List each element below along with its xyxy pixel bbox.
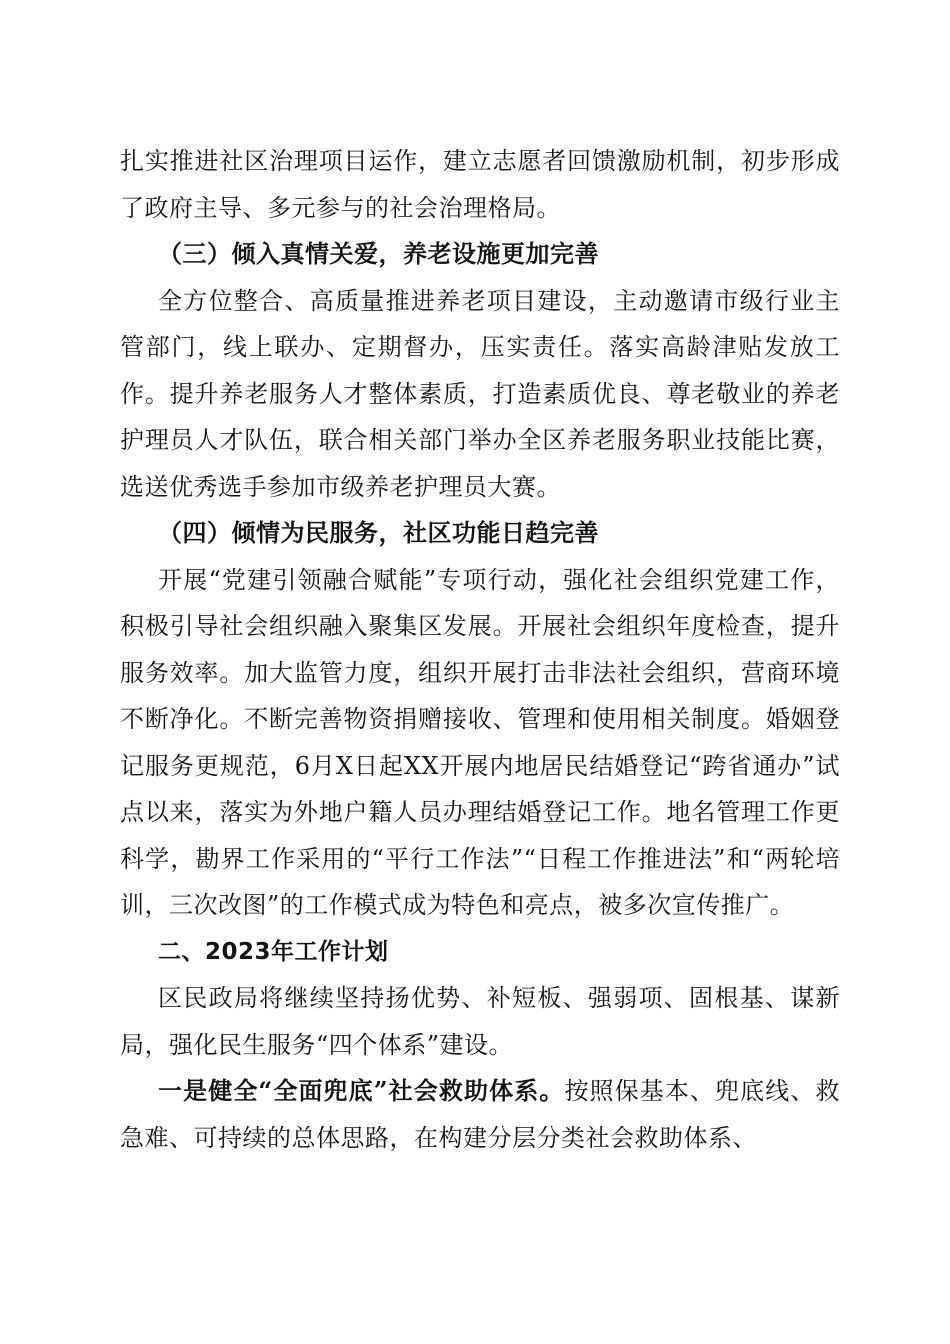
part2-intro: 区民政局将继续坚持扬优势、补短板、强弱项、固根基、谋新局，强化民生服务“四个体系”建设。 [120, 984, 840, 1059]
opening-paragraph: 扎实推进社区治理项目运作，建立志愿者回馈激励机制，初步形成了政府主导、多元参与的社会治理格局。 [120, 147, 840, 222]
item1-paragraph [120, 1068, 840, 1161]
item1-body: 按照保基本、兜底线、救急难、可持续的总体思路，在构建分层分类社会救助体系、 [120, 1077, 841, 1152]
section3-body: 全方位整合、高质量推进养老项目建设，主动邀请市级行业主管部门，线上联办、定期督办，压实责任。落实高龄津贴发放工作。提升养老服务人才整体素质，打造素质优良、尊老敬业的养老护理员人才队伍，联合相关部门举办全区养老服务职业技能比赛，选送优秀选手参加市级养老护理员大赛。 [120, 286, 840, 501]
section3-heading: （三）倾入真情关爱，养老设施更加完善 [158, 239, 599, 268]
item1-lead: 一是健全“全面兜底”社会救助体系。 [158, 1076, 565, 1105]
section4-body: 开展“党建引领融合赋能”专项行动，强化社会组织党建工作，积极引导社会组织融入聚集区发展。开展社会组织年度检查，提升服务效率。加大监管力度，组织开展打击非法社会组织，营商环境不断净化。不断完善物资捐赠接收、管理和使用相关制度。婚姻登记服务更规范，6月X日起XX开展内地居民结婚登记“跨省通办”试点以来，落实为外地户籍人员办理结婚登记工作。地名管理工作更科学，勘界工作采用的“平行工作法”“日程工作推进法”和“两轮培训，三次改图”的工作模式成为特色和亮点，被多次宣传推广。 [120, 565, 840, 919]
document-page [120, 138, 840, 1161]
section4-heading: （四）倾情为民服务，社区功能日趋完善 [158, 518, 599, 547]
part2-title: 二、2023年工作计划 [158, 938, 389, 965]
